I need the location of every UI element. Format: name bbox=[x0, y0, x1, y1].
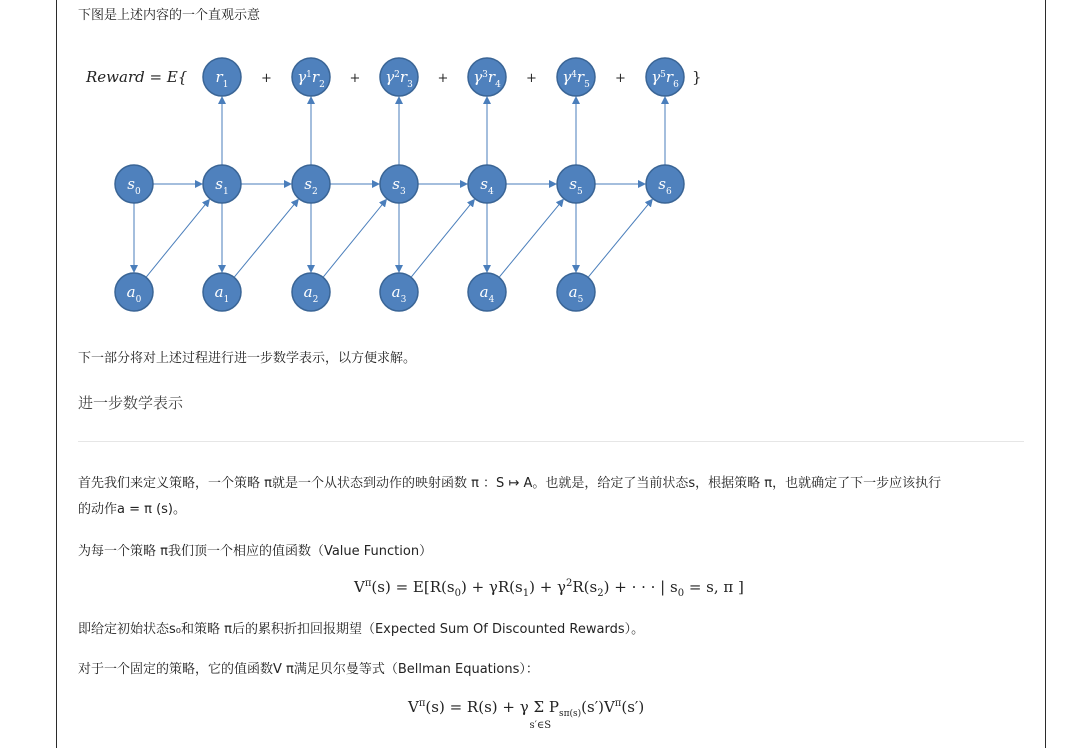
equation-bellman: $V^\pi(s) = R(s) + \gamma$ Σ s′∈S $P_{s\pi(s)}(s')V^\pi(s')$ bbox=[408, 698, 645, 731]
state-node-s1 bbox=[203, 165, 241, 203]
svg-text:s5: $s_5$ bbox=[569, 175, 583, 197]
paragraph-next-part: 下一部分将对上述过程进行进一步数学表示，以方便求解。 bbox=[78, 351, 417, 366]
action-node-a5 bbox=[557, 273, 595, 311]
action-node-a4 bbox=[468, 273, 506, 311]
section-divider bbox=[78, 441, 1024, 442]
svg-text:a2: $a_2$ bbox=[303, 283, 319, 305]
reward-node-r5 bbox=[557, 58, 595, 96]
svg-text:s1: $s_1$ bbox=[215, 175, 229, 197]
plus-sign: + bbox=[526, 71, 537, 86]
svg-text:γ5r6: $\gamma^5r_6$ bbox=[651, 68, 679, 90]
svg-text:s3: $s_3$ bbox=[392, 175, 406, 197]
svg-text:s4: $s_4$ bbox=[480, 175, 494, 197]
edge-a5-s6 bbox=[588, 199, 652, 277]
reward-label: Reward = E{ bbox=[86, 68, 188, 86]
svg-text:γ1r2: $\gamma^1r_2$ bbox=[297, 68, 325, 90]
edge-a3-s4 bbox=[411, 200, 474, 278]
state-node-s5 bbox=[557, 165, 595, 203]
paragraph-expected-reward: 即给定初始状态s₀和策略 π后的累积折扣回报期望（Expected Sum Of Discounted Rewards）。 bbox=[78, 622, 645, 637]
closing-brace: } bbox=[692, 68, 702, 86]
edge-a2-s3 bbox=[323, 200, 386, 278]
svg-text:γ2r3: $\gamma^2r_3$ bbox=[385, 68, 413, 90]
paragraph-policy-line2: 的动作a = π (s)。 bbox=[78, 502, 186, 517]
svg-text:s2: $s_2$ bbox=[304, 175, 318, 197]
action-node-a0 bbox=[115, 273, 153, 311]
action-node-a2 bbox=[292, 273, 330, 311]
svg-text:r1: $r_1$ bbox=[215, 68, 229, 90]
state-node-s0 bbox=[115, 165, 153, 203]
reward-node-r6 bbox=[646, 58, 684, 96]
intro-text: 下图是上述内容的一个直观示意 bbox=[78, 8, 261, 23]
plus-sign: + bbox=[349, 71, 361, 86]
mdp-diagram bbox=[78, 50, 738, 320]
plus-sign: + bbox=[261, 71, 272, 86]
reward-node-r4 bbox=[468, 58, 506, 96]
state-node-s2 bbox=[292, 165, 330, 203]
svg-text:a5: $a_5$ bbox=[568, 283, 584, 305]
equation-value-function: $V^\pi(s) = E[R(s_0) + \gamma R(s_1) + \gamma^2R(s_2)$ + · · · | $s_0 = s$, π ] bbox=[354, 578, 744, 599]
section-heading: 进一步数学表示 bbox=[78, 394, 184, 412]
edge-a0-s1 bbox=[146, 200, 209, 278]
svg-text:a4: $a_4$ bbox=[479, 283, 495, 305]
reward-node-r1 bbox=[203, 58, 241, 96]
plus-sign: + bbox=[437, 71, 449, 86]
plus-sign: + bbox=[615, 71, 626, 86]
reward-node-r3 bbox=[380, 58, 418, 96]
svg-text:a0: $a_0$ bbox=[126, 283, 142, 305]
edge-a4-s5 bbox=[499, 199, 563, 277]
edge-a1-s2 bbox=[234, 199, 298, 277]
svg-text:γ4r5: $\gamma^4r_5$ bbox=[562, 68, 590, 90]
svg-text:s0: $s_0$ bbox=[127, 175, 141, 197]
action-node-a1 bbox=[203, 273, 241, 311]
state-node-s4 bbox=[468, 165, 506, 203]
action-node-a3 bbox=[380, 273, 418, 311]
state-node-s6 bbox=[646, 165, 684, 203]
svg-text:s6: $s_6$ bbox=[658, 175, 672, 197]
reward-node-r2 bbox=[292, 58, 330, 96]
svg-text:γ3r4: $\gamma^3r_4$ bbox=[473, 68, 501, 90]
paragraph-bellman: 对于一个固定的策略，它的值函数V π满足贝尔曼等式（Bellman Equations）： bbox=[78, 662, 539, 677]
svg-text:a3: $a_3$ bbox=[391, 283, 407, 305]
paragraph-policy-line1: 首先我们来定义策略，一个策略 π就是一个从状态到动作的映射函数 π ：S ↦ A。也就是，给定了当前状态s，根据策略 π，也就确定了下一步应该执行 bbox=[78, 476, 942, 491]
article-page bbox=[56, 0, 1046, 748]
paragraph-value-function: 为每一个策略 π我们顶一个相应的值函数（Value Function） bbox=[78, 544, 433, 559]
svg-text:a1: $a_1$ bbox=[214, 283, 230, 305]
state-node-s3 bbox=[380, 165, 418, 203]
